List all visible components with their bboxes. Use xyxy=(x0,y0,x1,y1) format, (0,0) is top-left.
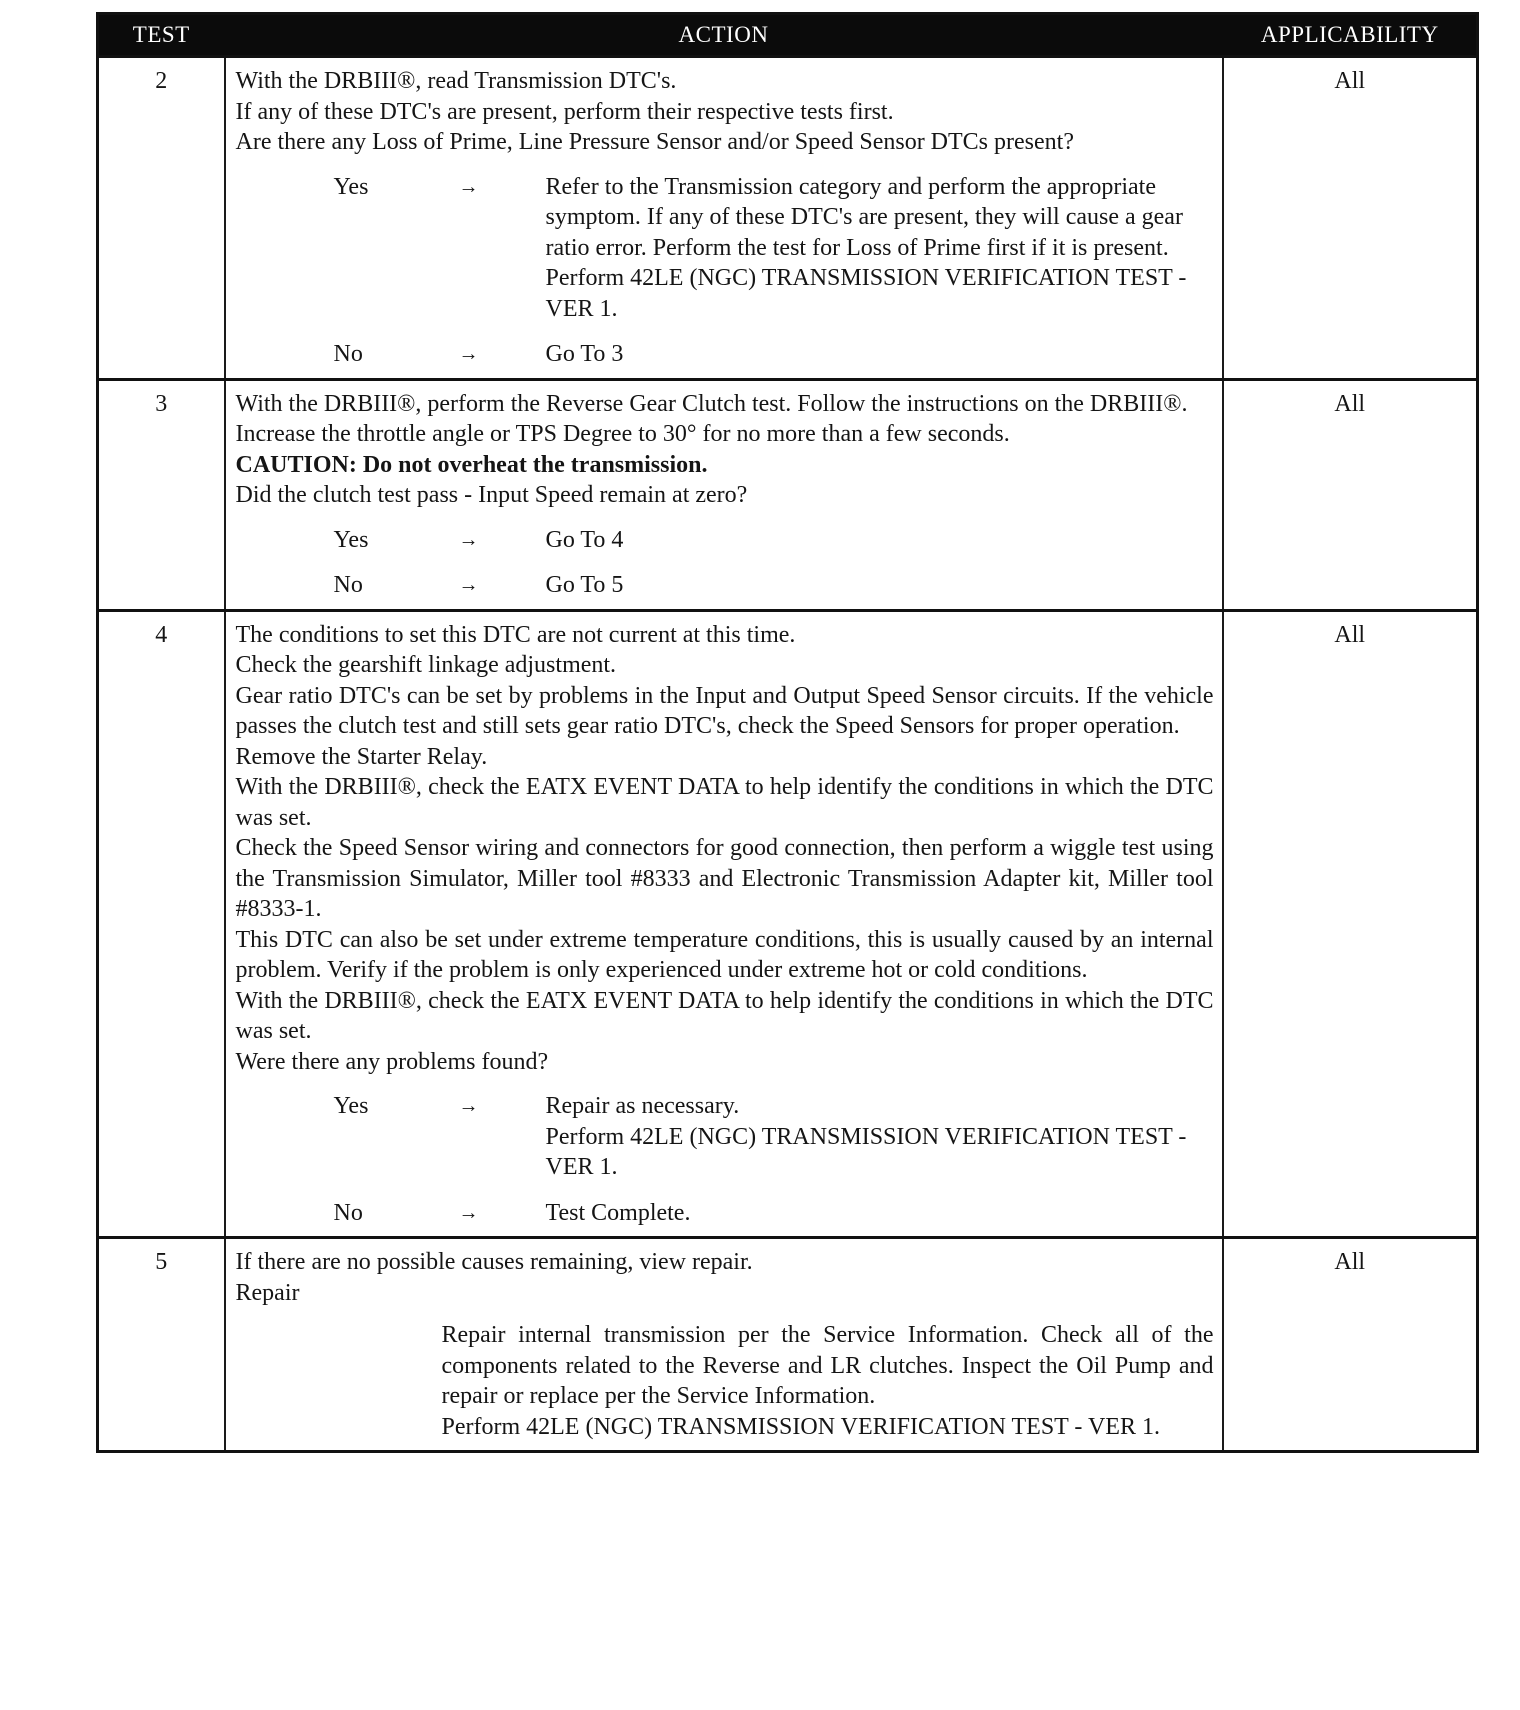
arrow-icon: → xyxy=(458,1095,479,1117)
yes-result xyxy=(546,172,1214,325)
table-row xyxy=(98,1238,1478,1452)
arrow-icon: → xyxy=(458,1201,479,1224)
caution-text: CAUTION: Do not overheat the transmission. xyxy=(235,451,708,478)
outcomes xyxy=(236,1091,1214,1228)
action-line: Check the Speed Sensor wiring and connectors for good connection, then perform a wiggle test using the Transmission Simulator, Miller tool #8333 and Electronic Transmission Adapter kit, Miller tool #8333-1. xyxy=(235,835,1214,922)
action-line: With the DRBIII®, check the EATX EVENT DATA to help identify the conditions in which the DTC was set. xyxy=(235,987,1214,1044)
action-question: Were there any problems found? xyxy=(235,1048,549,1075)
repair-text: Perform 42LE (NGC) TRANSMISSION VERIFICATION TEST - VER 1. xyxy=(441,1413,1160,1440)
no-result: Test Complete. xyxy=(545,1199,691,1226)
arrow-icon: → xyxy=(458,574,479,596)
applicability-value: All xyxy=(1223,379,1478,610)
yes-result: Go To 4 xyxy=(545,526,624,553)
outcomes xyxy=(236,172,1214,370)
test-number: 4 xyxy=(98,610,225,1238)
result-text: Refer to the Transmission category and perform the appropriate symptom. If any of these DTC's are present, they will cause a gear ratio error. Perform the test for Loss of Prime first if it is present. xyxy=(545,173,1183,261)
action-cell xyxy=(225,57,1223,380)
outcome-yes xyxy=(236,525,1214,556)
outcome-no xyxy=(236,339,1214,370)
arrow-icon: → xyxy=(458,175,479,198)
yes-label: Yes xyxy=(333,1093,369,1119)
result-text: Perform 42LE (NGC) TRANSMISSION VERIFICATION TEST - VER 1. xyxy=(545,1123,1187,1180)
test-number: 3 xyxy=(98,379,225,610)
action-line: If any of these DTC's are present, perform their respective tests first. xyxy=(235,98,894,125)
action-line: If there are no possible causes remaining, view repair. xyxy=(235,1249,753,1275)
no-label: No xyxy=(333,1199,363,1226)
action-cell xyxy=(225,1238,1223,1452)
table-row xyxy=(98,379,1478,610)
table-row xyxy=(98,610,1478,1238)
action-line: Gear ratio DTC's can be set by problems in the Input and Output Speed Sensor circuits. If the vehicle passes the clutch test and still sets gear ratio DTC's, check the Speed Sensors for proper operation. xyxy=(235,682,1214,739)
outcome-no xyxy=(236,570,1214,601)
table-row xyxy=(98,57,1478,380)
repair-label: Repair xyxy=(235,1279,300,1306)
header-applicability: APPLICABILITY xyxy=(1223,14,1478,57)
repair-text: Repair internal transmission per the Service Information. Check all of the components related to the Reverse and LR clutches. Inspect the Oil Pump and repair or replace per the Service Information. xyxy=(441,1322,1214,1409)
action-line: Check the gearshift linkage adjustment. xyxy=(235,652,617,678)
action-line: With the DRBIII®, perform the Reverse Gear Clutch test. Follow the instructions on the DRBIII®. xyxy=(235,390,1188,417)
outcome-yes xyxy=(236,1091,1214,1183)
header-test: TEST xyxy=(98,14,225,57)
header-row xyxy=(98,14,1478,57)
no-result: Go To 3 xyxy=(545,341,624,367)
result-text: Repair as necessary. xyxy=(545,1093,740,1119)
yes-result xyxy=(546,1091,1214,1183)
applicability-value: All xyxy=(1223,57,1478,380)
yes-label: Yes xyxy=(333,526,369,553)
test-number: 2 xyxy=(98,57,225,380)
action-line: The conditions to set this DTC are not current at this time. xyxy=(235,621,796,648)
action-question: Did the clutch test pass - Input Speed remain at zero? xyxy=(235,482,748,508)
action-line: Are there any Loss of Prime, Line Pressure Sensor and/or Speed Sensor DTCs present? xyxy=(235,129,1074,155)
action-line: Remove the Starter Relay. xyxy=(235,743,488,770)
outcome-no xyxy=(236,1198,1214,1229)
arrow-icon: → xyxy=(458,343,479,365)
no-label: No xyxy=(333,572,363,598)
result-text: Perform 42LE (NGC) TRANSMISSION VERIFICATION TEST - VER 1. xyxy=(545,265,1187,322)
action-line: With the DRBIII®, check the EATX EVENT DATA to help identify the conditions in which the DTC was set. xyxy=(235,774,1214,831)
no-result: Go To 5 xyxy=(545,572,624,598)
action-cell xyxy=(225,610,1223,1238)
action-cell xyxy=(225,379,1223,610)
action-line: With the DRBIII®, read Transmission DTC's. xyxy=(235,68,677,94)
yes-label: Yes xyxy=(333,173,369,200)
applicability-value: All xyxy=(1223,1238,1478,1452)
arrow-icon: → xyxy=(458,528,479,551)
outcome-yes xyxy=(236,172,1214,325)
action-line: This DTC can also be set under extreme temperature conditions, this is usually caused by an internal problem. Verify if the problem is only experienced under extreme hot or cold conditions. xyxy=(235,926,1214,983)
repair-body xyxy=(442,1320,1214,1442)
applicability-value: All xyxy=(1223,610,1478,1238)
outcomes xyxy=(236,525,1214,601)
test-number: 5 xyxy=(98,1238,225,1452)
action-line: Increase the throttle angle or TPS Degree to 30° for no more than a few seconds. xyxy=(235,421,1010,447)
no-label: No xyxy=(333,341,363,367)
header-action: ACTION xyxy=(225,14,1223,57)
test-procedure-table xyxy=(96,12,1479,1453)
